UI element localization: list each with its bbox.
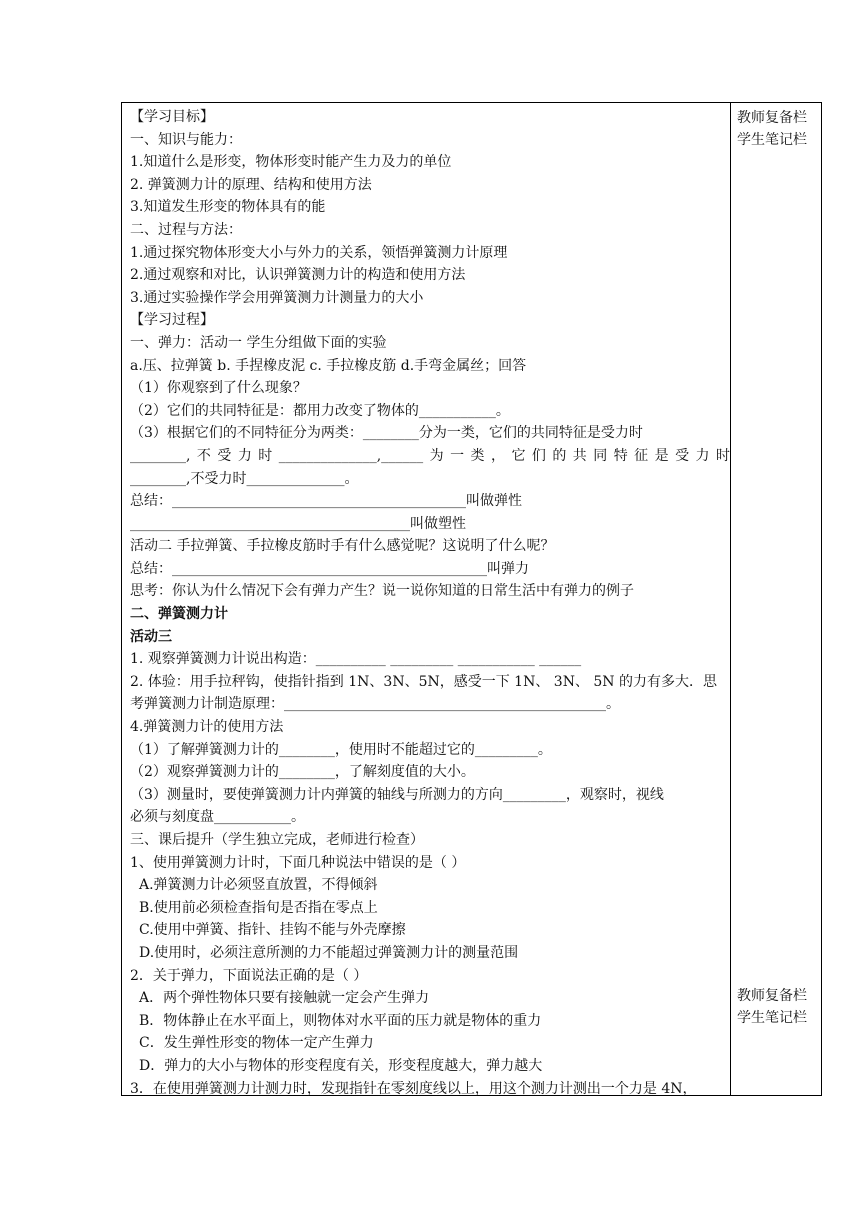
objective-line: 3.知道发生形变的物体具有的能	[130, 199, 326, 216]
objective-line: 2. 弹簧测力计的原理、结构和使用方法	[130, 176, 372, 193]
teacher-notes-label: 教师复备栏	[737, 110, 807, 126]
question-line: ________,不受力时______________,______为一类，它们的共同特征是受力时	[130, 447, 730, 464]
notes-column	[731, 103, 821, 1095]
usage-line: （1）了解弹簧测力计的________，使用时不能超过它的_________。	[130, 741, 552, 758]
usage-line: （2）观察弹簧测力计的________，了解刻度值的大小。	[130, 764, 475, 781]
section-heading-practice: 三、课后提升（学生独立完成，老师进行检查）	[130, 832, 424, 848]
answer-option: A.弹簧测力计必须竖直放置，不得倾斜	[139, 877, 378, 894]
thinking-prompt: 思考：你认为什么情况下会有弹力产生？说一说你知道的日常生活中有弹力的例子	[130, 583, 634, 600]
activity-two-heading: 活动二 手拉弹簧、手拉橡皮筋时手有什么感觉呢？这说明了什么呢？	[130, 538, 555, 555]
usage-heading: 4.弹簧测力计的使用方法	[130, 719, 284, 736]
summary-elastic-force: 总结：_____________________________________________叫弹力	[130, 560, 529, 577]
main-content-column	[122, 103, 731, 1095]
section-heading-objectives: 【学习目标】	[130, 109, 214, 125]
experiment-list: a.压、拉弹簧 b. 手捏橡皮泥 c. 手拉橡皮筋 d.手弯金属丝；回答	[130, 357, 527, 374]
objective-line: 1.通过探究物体形变大小与外力的关系，领悟弹簧测力计原理	[130, 244, 508, 261]
question-line: （1）你观察到了什么现象？	[130, 380, 307, 397]
objective-line: 3.通过实验操作学会用弹簧测力计测量力的大小	[130, 289, 424, 306]
summary-elasticity: 总结：__________________________________________叫做弹性	[130, 493, 522, 510]
activity-three-heading: 活动三	[130, 628, 172, 645]
heading-process-method: 二、过程与方法：	[130, 221, 242, 238]
objective-line: 1.知道什么是形变，物体形变时能产生力及力的单位	[130, 154, 452, 171]
question-stem: 2．关于弹力，下面说法正确的是（ ）	[130, 967, 368, 984]
usage-line: 必须与刻度盘___________。	[130, 809, 305, 826]
summary-plasticity: ________________________________________叫做塑性	[130, 515, 466, 532]
activity-step: 2. 体验：用手拉秤钩，使指针指到 1N、3N、5N，感受一下 1N、 3N、 5N 的力有多大．思	[130, 673, 718, 690]
answer-option: B.使用前必须检查指旬是否指在零点上	[139, 899, 378, 916]
answer-option: C．发生弹性形变的物体一定产生弹力	[139, 1035, 374, 1052]
question-stem: 3．在使用弹簧测力计测力时，发现指针在零刻度线以上，用这个测力计测出一个力是 4N，	[130, 1080, 697, 1097]
answer-option: B．物体静止在水平面上，则物体对水平面的压力就是物体的重力	[139, 1012, 542, 1029]
question-line: ________,不受力时______________。	[130, 470, 359, 487]
answer-option: A．两个弹性物体只要有接触就一定会产生弹力	[139, 990, 430, 1007]
teacher-notes-label: 教师复备栏	[737, 988, 807, 1004]
question-line: （3）根据它们的不同特征分为两类：________分为一类，它们的共同特征是受力时	[130, 425, 643, 442]
activity-one-heading: 一、弹力：活动一 学生分组做下面的实验	[130, 334, 387, 351]
answer-option: C.使用中弹簧、指针、挂钩不能与外壳摩擦	[139, 922, 406, 939]
section-heading-process: 【学习过程】	[130, 312, 214, 329]
activity-step: 考弹簧测力计制造原理：______________________________________________。	[130, 696, 620, 713]
question-stem: 1、使用弹簧测力计时，下面几种说法中错误的是（ ）	[130, 854, 466, 871]
answer-option: D．弹力的大小与物体的形变程度有关，形变程度越大，弹力越大	[139, 1057, 543, 1074]
student-notes-label: 学生笔记栏	[737, 1010, 807, 1026]
usage-line: （3）测量时，要使弹簧测力计内弹簧的轴线与所测力的方向_________，观察时，视线	[130, 786, 664, 803]
student-notes-label: 学生笔记栏	[737, 132, 807, 148]
activity-step: 1. 观察弹簧测力计说出构造：__________ _________ ___________ ______	[130, 651, 582, 668]
objective-line: 2.通过观察和对比，认识弹簧测力计的构造和使用方法	[130, 267, 466, 284]
heading-knowledge-ability: 一、知识与能力：	[130, 131, 242, 148]
question-line: （2）它们的共同特征是：都用力改变了物体的___________。	[130, 402, 510, 419]
section-heading-spring-scale: 二、弹簧测力计	[130, 606, 228, 623]
answer-option: D.使用时，必须注意所测的力不能超过弹簧测力计的测量范围	[139, 944, 519, 961]
lesson-table	[121, 102, 822, 1096]
